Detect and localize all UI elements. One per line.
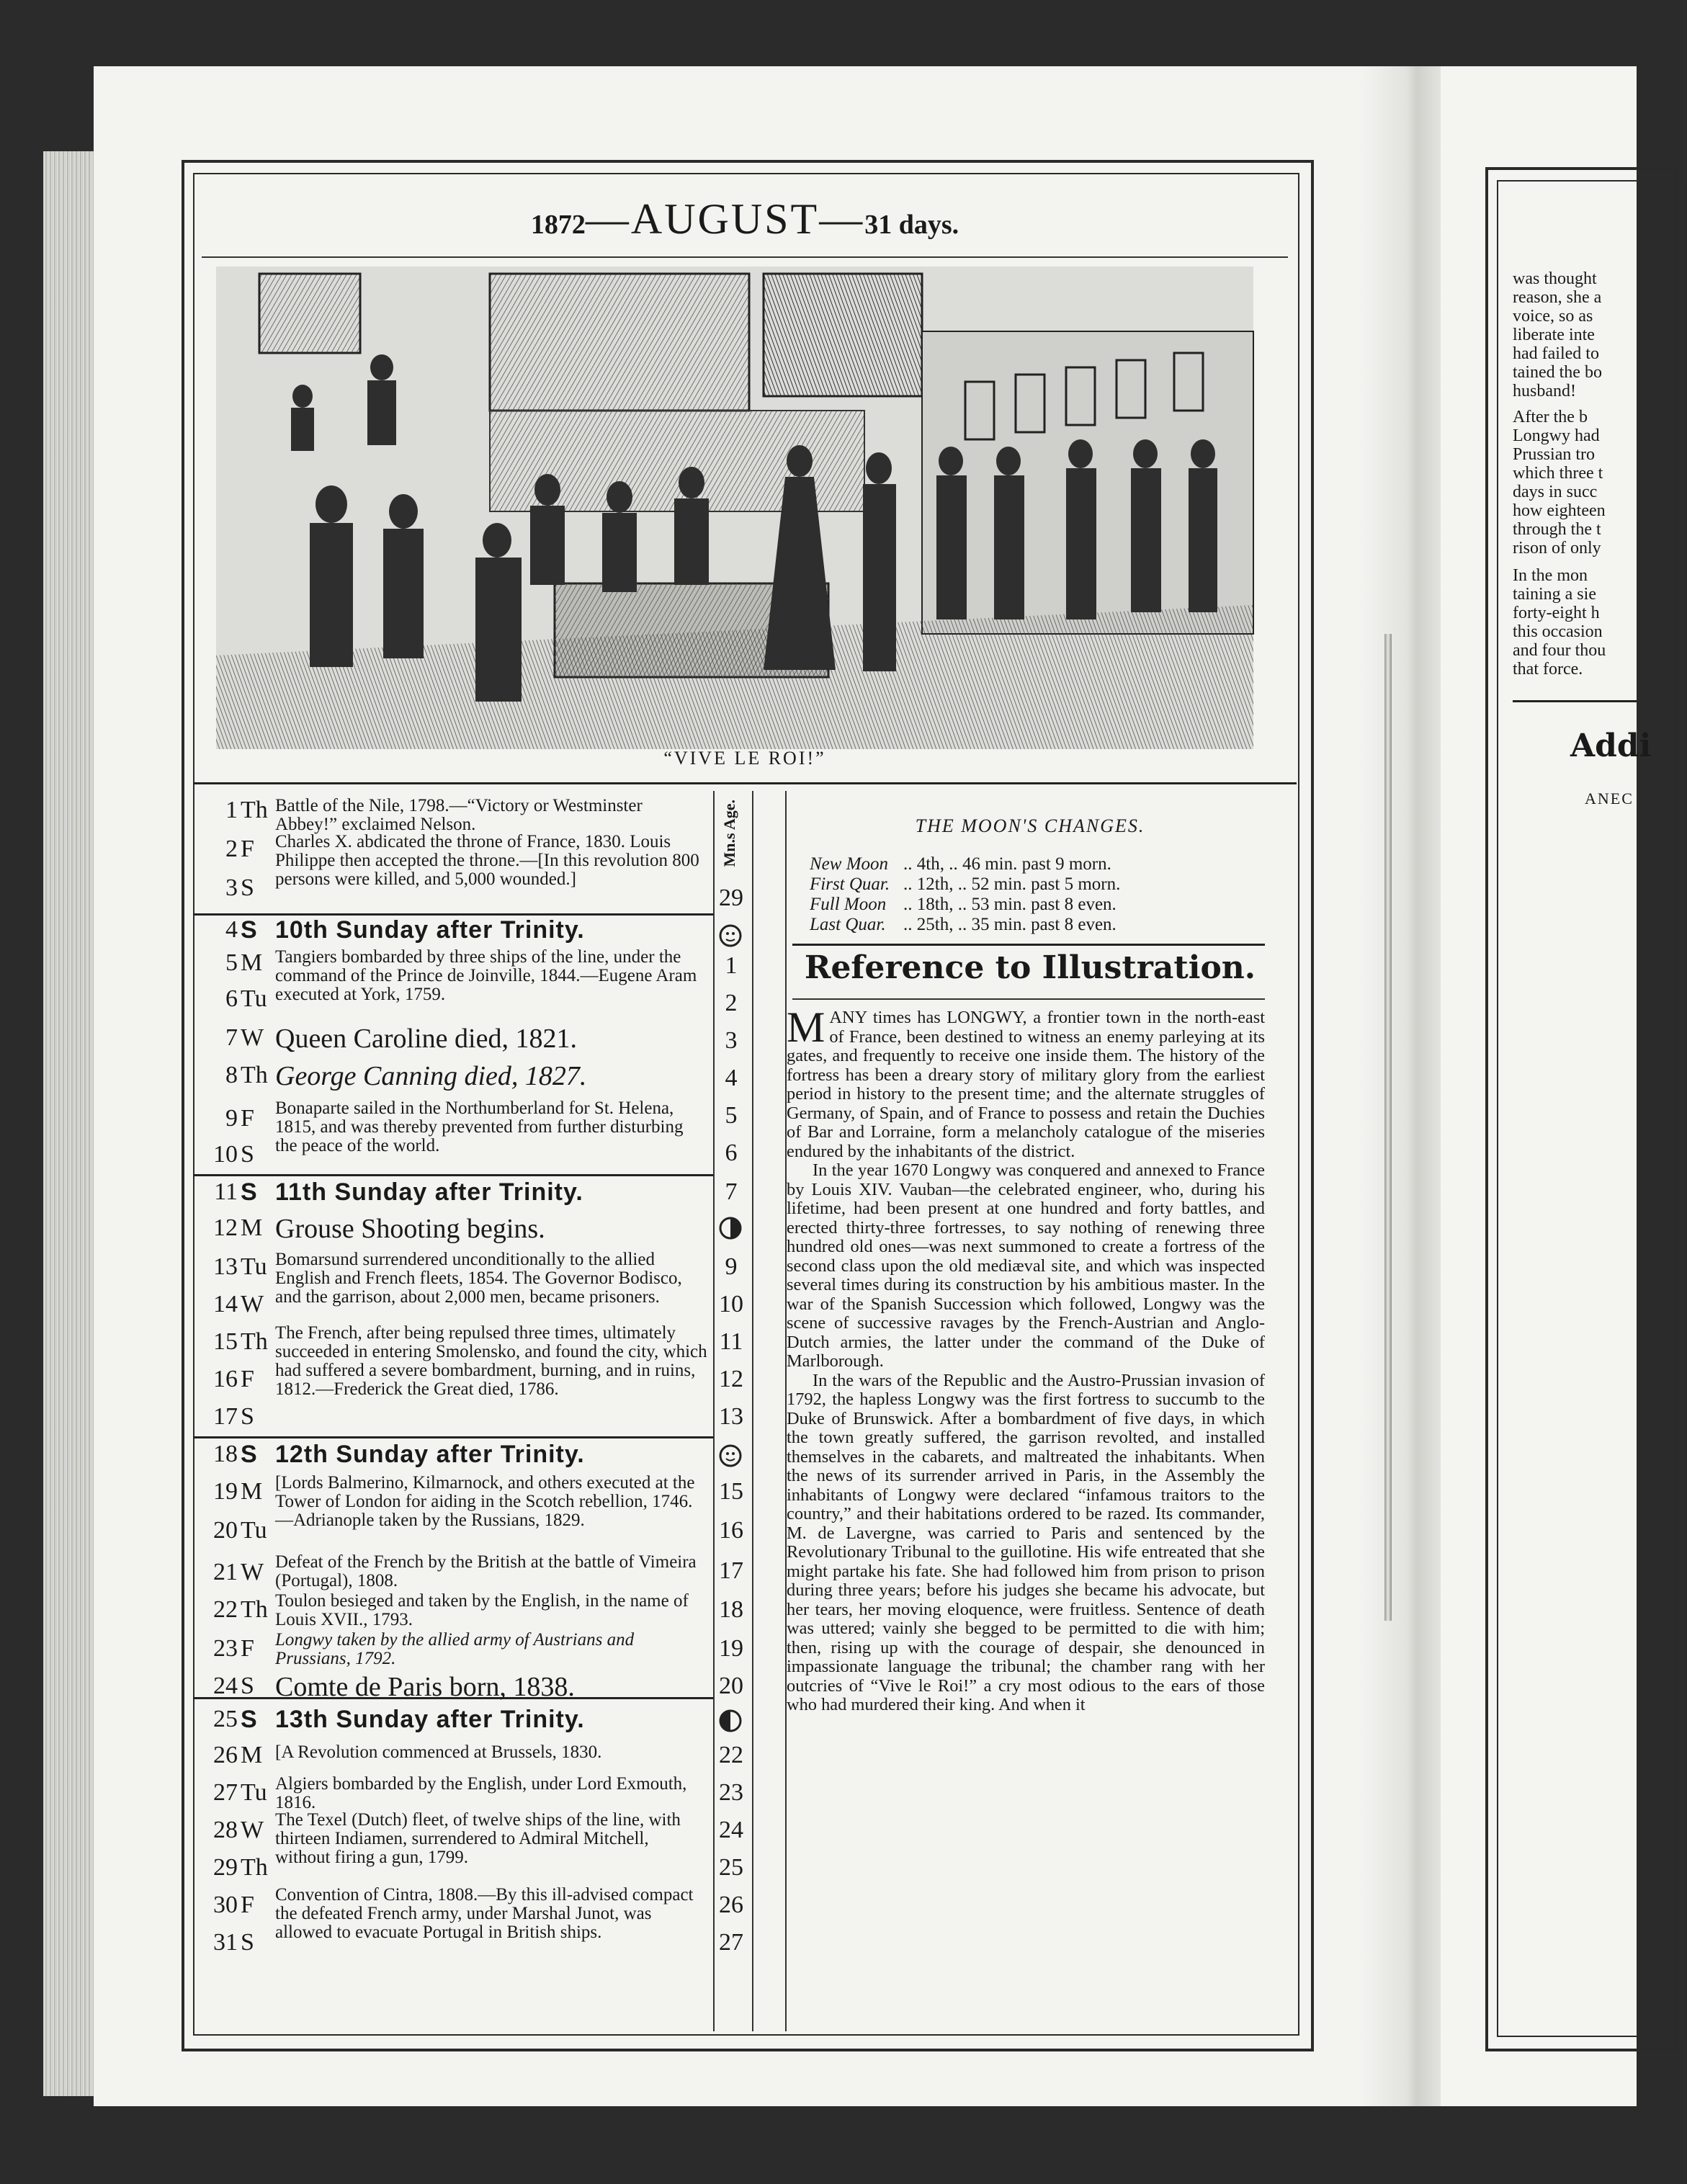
moon-age: 7 (725, 1178, 738, 1205)
day-number: 31 (213, 1929, 238, 1956)
weekday: S (241, 916, 257, 944)
sunday-title: 11th Sunday after Trinity. (275, 1178, 583, 1206)
moon-phase-name: First Quar. (810, 874, 890, 894)
day-event: Battle of the Nile, 1798.—“Victory or Westminster Abbey!” exclaimed Nelson. (275, 796, 643, 834)
weekday: Th (241, 1854, 268, 1881)
day-number: 6 (225, 985, 238, 1012)
moon-age: 27 (719, 1929, 743, 1956)
day-number: 4 (225, 916, 238, 943)
week-rule-2 (193, 1174, 713, 1176)
week-rule-3 (193, 1436, 713, 1438)
day-event: Comte de Paris born, 1838. (275, 1672, 575, 1702)
day-event: [A Revolution commenced at Brussels, 1830. (275, 1742, 602, 1762)
right-page-line: days in succ (1513, 483, 1598, 501)
day-number: 20 (213, 1517, 238, 1544)
day-event: Toulon besieged and taken by the English, in the name of Louis XVII., 1793. (275, 1591, 689, 1629)
right-page-line: Prussian tro (1513, 445, 1595, 464)
moon-age: 22 (719, 1742, 743, 1768)
moon-age: 2 (725, 990, 738, 1016)
moon-age: 13 (719, 1403, 743, 1430)
new-moon-icon (718, 923, 743, 948)
moon-age: 16 (719, 1517, 743, 1544)
day-number: 8 (225, 1062, 238, 1088)
moon-age: 15 (719, 1478, 743, 1505)
moon-age: 4 (725, 1065, 738, 1091)
day-number: 29 (213, 1854, 238, 1881)
moon-phase-name: Last Quar. (810, 915, 886, 934)
day-event: Grouse Shooting begins. (275, 1214, 545, 1244)
moon-age: 20 (719, 1673, 743, 1699)
header-month: AUGUST (630, 195, 820, 243)
reference-paragraph-2: In the year 1670 Longwy was conquered and annexed to France by Louis XIV. Vauban—the celebrated engineer, who, during his lifetime, had been present at one hundred and forty battles, and erected thirty-three fortresses, to say nothing of renewing three hundred old ones—was next summoned to create a fortress of the second class upon the old mediæval site, and which was inspected several times during its construction by his ambitious master. In the war of the Spanish Succession which followed, Longwy was the scene of successive ravages by the French-Austrian and Anglo-Dutch armies, the latter under the command of the Duke of Marlborough. (787, 1160, 1265, 1371)
day-event: Charles X. abdicated the throne of France, 1830. Louis Philippe then accepted the throne.—[In this revolution 800 persons were killed, and 5,000 wounded.] (275, 832, 699, 889)
right-page-line: forty-eight h (1513, 604, 1600, 622)
weekday: F (241, 1892, 254, 1918)
day-number: 14 (213, 1291, 238, 1317)
day-number: 25 (213, 1706, 238, 1732)
right-page-line: that force. (1513, 660, 1583, 679)
page-edge (43, 151, 94, 2096)
moon-age: 3 (725, 1027, 738, 1054)
right-page-subheading: ANEC (1585, 789, 1634, 807)
day-number: 17 (213, 1403, 238, 1430)
day-number: 27 (213, 1779, 238, 1806)
right-page-heading: Addi (1570, 728, 1652, 764)
right-page-line: and four thou (1513, 641, 1606, 660)
day-number: 19 (213, 1478, 238, 1505)
day-number: 18 (213, 1441, 238, 1467)
reference-paragraph-1 (787, 1003, 1265, 1161)
weekday: S (241, 1141, 254, 1168)
moon-phase-time: .. 25th, .. 35 min. past 8 even. (903, 915, 1117, 934)
right-page-line: After the b (1513, 408, 1588, 426)
moon-phase-time: .. 4th, .. 46 min. past 9 morn. (903, 854, 1111, 874)
weekday: S (241, 1673, 254, 1699)
moon-phase-row (810, 854, 1271, 874)
day-event: Convention of Cintra, 1808.—By this ill-advised compact the defeated French army, under Marshal Junot, was allowed to evacuate Portugal in British ships. (275, 1885, 694, 1942)
day-number: 15 (213, 1328, 238, 1355)
right-page-line: rison of only (1513, 539, 1601, 558)
moon-changes-title: THE MOON'S CHANGES. (915, 815, 1145, 836)
day-event: Algiers bombarded by the English, under Lord Exmouth, 1816. (275, 1774, 687, 1812)
weekday: S (241, 1403, 254, 1430)
day-number: 10 (213, 1141, 238, 1168)
weekday: Tu (241, 1253, 267, 1280)
illustration-caption: “VIVE LE ROI!” (663, 748, 826, 769)
weekday: Tu (241, 985, 267, 1012)
moon-age: 12 (719, 1366, 743, 1392)
calendar-header (193, 194, 1297, 244)
moon-age: 19 (719, 1635, 743, 1662)
reference-title: Reference to Illustration. (804, 949, 1256, 986)
day-number: 23 (213, 1635, 238, 1662)
right-page-line: this occasion (1513, 622, 1603, 641)
moon-age: 11 (719, 1328, 743, 1355)
header-dash-2: — (819, 195, 865, 243)
moon-phase-row (810, 874, 1271, 895)
day-number: 16 (213, 1366, 238, 1392)
day-number: 11 (214, 1178, 238, 1205)
day-number: 5 (225, 949, 238, 976)
header-year: 1872 (530, 210, 586, 240)
day-event: Bonaparte sailed in the Northumberland for St. Helena, 1815, and was thereby prevented from further disturbing the peace of the world. (275, 1098, 684, 1155)
reference-rule (792, 998, 1265, 1000)
moon-age: 25 (719, 1854, 743, 1881)
day-event: George Canning died, 1827. (275, 1061, 587, 1091)
right-page-line: how eighteen (1513, 501, 1606, 520)
right-page-line: voice, so as (1513, 307, 1593, 326)
weekday: M (241, 1214, 263, 1241)
sunday-title: 12th Sunday after Trinity. (275, 1441, 585, 1468)
day-number: 21 (213, 1559, 238, 1585)
right-page-line: was thought (1513, 269, 1597, 288)
moon-phase-row (810, 915, 1271, 935)
week-rule-1 (193, 913, 713, 916)
weekday: Th (241, 1596, 268, 1623)
weekday: F (241, 836, 254, 862)
binding-string (1384, 634, 1392, 1621)
moon-age: 26 (719, 1892, 743, 1918)
weekday: W (241, 1559, 264, 1585)
header-days: 31 days. (864, 210, 959, 240)
weekday: S (241, 1929, 254, 1956)
moon-phase-name: New Moon (810, 854, 889, 874)
moon-age: 1 (725, 952, 738, 979)
day-event: Bomarsund surrendered unconditionally to the allied English and French fleets, 1854. The Governor Bodisco, and the garrison, about 2,000 men, became prisoners. (275, 1250, 682, 1307)
day-event: Tangiers bombarded by three ships of the line, under the command of the Prince de Joinville, 1844.—Eugene Aram executed at York, 1759. (275, 947, 697, 1004)
weekday: F (241, 1366, 254, 1392)
moon-age: 9 (725, 1253, 738, 1280)
day-number: 26 (213, 1742, 238, 1768)
right-page-line: In the mon (1513, 566, 1588, 585)
right-page-line: husband! (1513, 382, 1576, 400)
weekday: W (241, 1817, 264, 1843)
weekday: S (241, 1441, 257, 1468)
header-dash-1: — (585, 195, 631, 243)
weekday: M (241, 1742, 263, 1768)
weekday: Th (241, 1328, 268, 1355)
weekday: W (241, 1024, 264, 1051)
reference-paragraph-1-text: ANY times has LONGWY, a frontier town in the north-east of France, been destined to witness an enemy parleying at its gates, and frequently to receive one inside them. The history of the fortress has been a dreary story of military glory from the earliest period in history to the present time; and the alternate struggles of Germany, of Spain, and of France to possess and retain the Duchies of Bar and Lorraine, form a melancholy catalogue of the miseries endured by the inhabitants of the district. (787, 1008, 1265, 1161)
moon-phase-time: .. 18th, .. 53 min. past 8 even. (903, 895, 1117, 914)
full-moon-icon (718, 1444, 743, 1468)
day-event: Defeat of the French by the British at the battle of Vimeira (Portugal), 1808. (275, 1552, 697, 1590)
right-page-line: Longwy had (1513, 426, 1600, 445)
reference-body (787, 1003, 1265, 1715)
day-number: 22 (213, 1596, 238, 1623)
moon-age-header: Mn.s Age. (720, 800, 738, 867)
day-number: 24 (213, 1673, 238, 1699)
moon-age: 18 (719, 1596, 743, 1623)
moon-phase-name: Full Moon (810, 895, 887, 914)
day-number: 13 (213, 1253, 238, 1280)
weekday: F (241, 1635, 254, 1662)
moon-age: 17 (719, 1557, 743, 1584)
weekday: F (241, 1105, 254, 1132)
weekday: S (241, 1178, 257, 1206)
weekday: Tu (241, 1517, 267, 1544)
weekday: Tu (241, 1779, 267, 1806)
day-event: The French, after being repulsed three times, ultimately succeeded in entering Smolensko, and found the city, which had suffered a severe bombardment, burning, and in ruins, 1812.—Frederick the Great died, 1786. (275, 1323, 707, 1399)
moon-age: 24 (719, 1817, 743, 1843)
moon-phase-row (810, 895, 1271, 915)
day-event: Longwy taken by the allied army of Austrians and Prussians, 1792. (275, 1630, 635, 1668)
reference-paragraph-3: In the wars of the Republic and the Austro-Prussian invasion of 1792, the hapless Longwy was the first fortress to succumb to the Duke of Brunswick. After a bombardment of five days, in which the town greatly suffered, the garrison revolted, and installed themselves in the cabarets, and maltreated the inhabitants. When the news of its surrender arrived in Paris, in the Assembly the inhabitants of Longwy were declared “infamous traitors to the country,” and their habitations ordered to be razed. Its commander, M. de Lavergne, was carried to Paris and sentenced by the Revolutionary Tribunal to the guillotine. His wife entreated that she might partake his fate. She had followed him from prison to prison during three years; before his judges she became his advocate, but her tears, her moving eloquence, were fruitless. Sentence of death was uttered; vainly she begged to be permitted to die with him; then, rising up with the courage of despair, she denounced in impassionate language the tribunal; the chamber rang with her outcries of “Vive le Roi!” a cry most odious to the ears of those who had murdered their king. And when it (787, 1370, 1265, 1714)
caption-rule (193, 782, 1297, 784)
day-number: 12 (213, 1214, 238, 1241)
day-number: 1 (225, 797, 238, 823)
sunday-title: 10th Sunday after Trinity. (275, 916, 585, 944)
day-number: 30 (213, 1892, 238, 1918)
moon-age: 29 (719, 885, 743, 911)
moon-age: 23 (719, 1779, 743, 1806)
right-page-line: had failed to (1513, 344, 1599, 363)
last-quarter-icon (718, 1709, 743, 1733)
right-page-line: taining a sie (1513, 585, 1596, 604)
day-event: The Texel (Dutch) fleet, of twelve ships of the line, with thirteen Indiamen, surrendered to Admiral Mitchell, without firing a gun, 1799. (275, 1810, 681, 1867)
day-event: Queen Caroline died, 1821. (275, 1024, 577, 1054)
first-quarter-icon (718, 1216, 743, 1240)
age-column-rule-right (752, 791, 753, 2031)
weekday: M (241, 1478, 263, 1505)
day-number: 28 (213, 1817, 238, 1843)
weekday: S (241, 874, 254, 901)
weekday: M (241, 949, 263, 976)
right-page-line: through the t (1513, 520, 1601, 539)
moon-phase-time: .. 12th, .. 52 min. past 5 morn. (903, 874, 1121, 894)
day-number: 3 (225, 874, 238, 901)
engraving-drawing (216, 267, 1253, 749)
right-page-line: which three t (1513, 464, 1603, 483)
moon-age: 6 (725, 1140, 738, 1166)
drop-cap: M (787, 1003, 825, 1051)
moon-rule (792, 944, 1265, 946)
weekday: Th (241, 797, 268, 823)
engraving-illustration (216, 267, 1253, 749)
day-number: 9 (225, 1105, 238, 1132)
right-page-line: reason, she a (1513, 288, 1602, 307)
right-page-line: tained the bo (1513, 363, 1602, 382)
day-event: [Lords Balmerino, Kilmarnock, and others executed at the Tower of London for aiding in the Scotch rebellion, 1746.—Adrianople taken by the Russians, 1829. (275, 1473, 695, 1530)
sunday-title: 13th Sunday after Trinity. (275, 1706, 585, 1733)
header-rule (202, 256, 1288, 258)
weekday: Th (241, 1062, 268, 1088)
day-number: 7 (225, 1024, 238, 1051)
day-number: 2 (225, 836, 238, 862)
right-page-line: liberate inte (1513, 326, 1595, 344)
moon-age: 5 (725, 1102, 738, 1129)
weekday: S (241, 1706, 257, 1733)
weekday: W (241, 1291, 264, 1317)
moon-age: 10 (719, 1291, 743, 1317)
right-page-rule (1513, 700, 1637, 702)
